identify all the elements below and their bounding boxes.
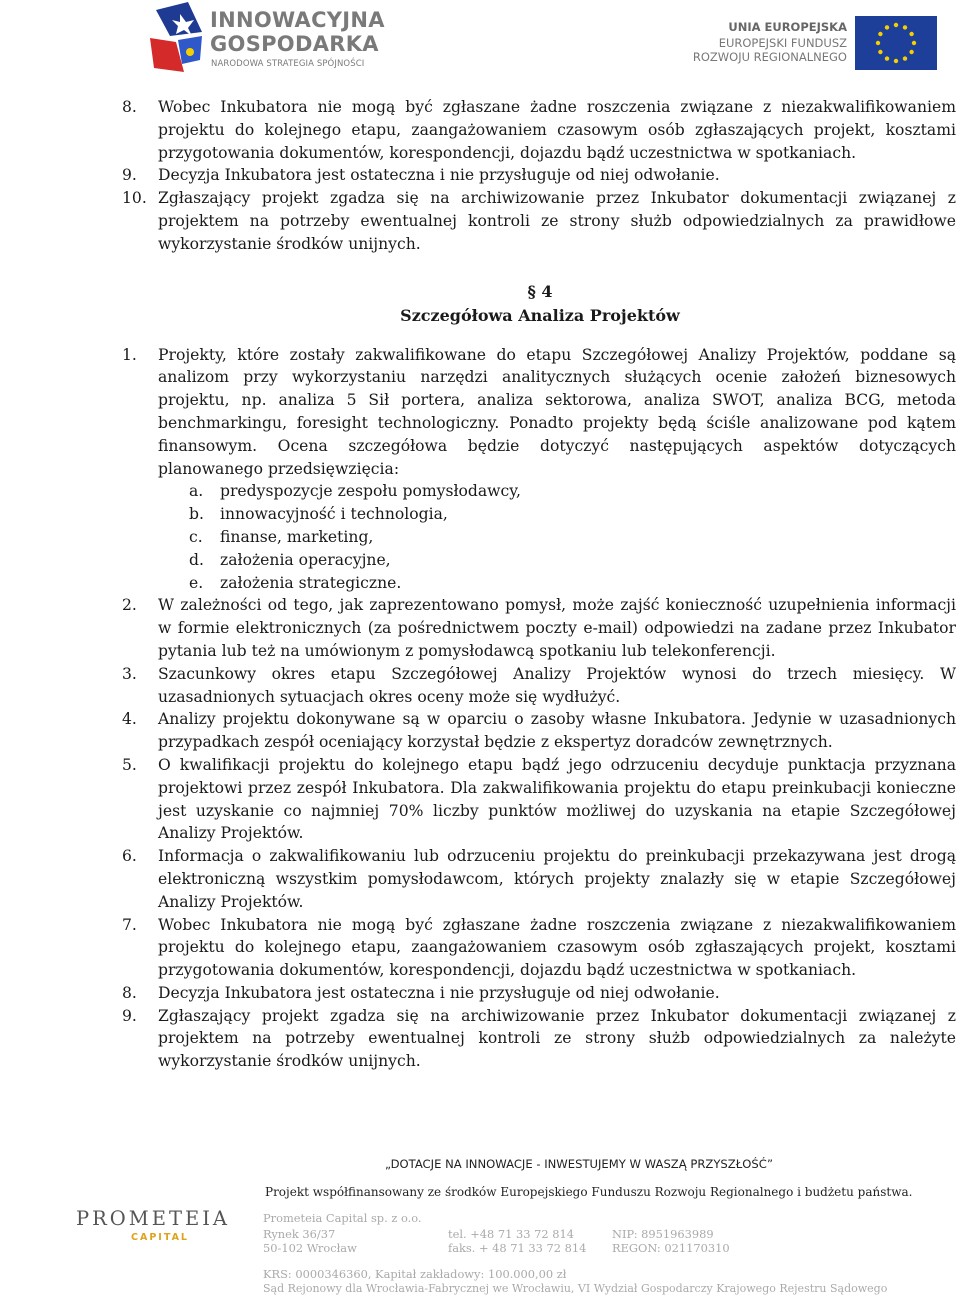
- sub-list-item: [189, 549, 920, 572]
- list-item-number: 8.: [122, 983, 137, 1002]
- prometeia-logo: [68, 1191, 243, 1253]
- list-item-text: Decyzja Inkubatora jest ostateczna i nie przysługuje od niej odwołanie.: [158, 166, 720, 185]
- page-header: [0, 0, 960, 80]
- sub-list-letter: c.: [189, 527, 203, 546]
- list-item: [122, 96, 956, 164]
- list-item: [122, 708, 956, 754]
- section-title: Szczegółowa Analiza Projektów: [400, 305, 680, 325]
- sub-list-text: finanse, marketing,: [220, 527, 374, 546]
- footer-cofinance-note: Projekt współfinansowany ze środków Europejskiego Funduszu Rozwoju Regionalnego i budżetu państwa.: [265, 1185, 913, 1199]
- list-item-number: 2.: [122, 596, 137, 615]
- list-item: [122, 187, 956, 255]
- prometeia-logo-name: PROMETEIA: [76, 1207, 231, 1230]
- eu-flag-icon: [855, 16, 937, 70]
- list-item-number: 10.: [122, 189, 147, 208]
- sub-list-item: [189, 503, 920, 526]
- footer-regon: REGON: 021170310: [612, 1241, 730, 1255]
- list-item-text: Wobec Inkubatora nie mogą być zgłaszane żadne roszczenia związane z niezakwalifikowaniem projektu do kolejnego etapu, zaangażowaniem czasowym osób zgłaszających projekt, kosztami przygotowania dokumentów, korespondencji, dojazdu bądź uczestnictwa w spotkaniach.: [158, 915, 956, 980]
- list-item: [122, 594, 956, 662]
- list-item: [122, 164, 956, 187]
- sub-list-text: innowacyjność i technologia,: [220, 505, 448, 524]
- footer-tel: tel. +48 71 33 72 814: [448, 1227, 574, 1241]
- eu-logo-line2: EUROPEJSKI FUNDUSZ: [718, 36, 847, 50]
- footer-company: Prometeia Capital sp. z o.o.: [263, 1211, 422, 1225]
- eu-logo: [692, 16, 937, 72]
- list-item-number: 8.: [122, 98, 137, 116]
- list-item: [122, 914, 956, 982]
- list-item: [122, 663, 956, 709]
- list-item-text: Informacja o zakwalifikowaniu lub odrzuceniu projektu do preinkubacji przekazywana jest drogą elektroniczną wszystkim pomysłodawcom, których projekty znalazły się w etapie Szczegółowej Analizy Projektów.: [158, 847, 956, 911]
- list-item-number: 7.: [122, 915, 137, 934]
- list-item-number: 4.: [122, 710, 137, 729]
- list-item-number: 1.: [122, 345, 137, 364]
- list-item-text: O kwalifikacji projektu do kolejnego etapu bądź jego odrzuceniu decyduje punktacja przyznana projektowi przez zespół Inkubatora. Dla zakwalifikowania projektu do etapu preinkubacji konieczne jest uzyskanie co najmniej 70% liczby punktów możliwej do uzyskania na etapie Szczegółowej Analizy Projektów.: [158, 755, 956, 843]
- list-item-text: Wobec Inkubatora nie mogą być zgłaszane żadne roszczenia związane z niezakwalifikowaniem projektu do kolejnego etapu, zaangażowaniem czasowym osób zgłaszających projekt, kosztami przygotowania dokumentów, korespondencji, dojazdu bądź uczestnictwa w spotkaniach.: [158, 98, 956, 162]
- list-item-number: 9.: [122, 1006, 137, 1025]
- sub-list-text: założenia strategiczne.: [220, 573, 402, 592]
- list-item-text: Decyzja Inkubatora jest ostateczna i nie przysługuje od niej odwołanie.: [158, 983, 720, 1002]
- sub-list-letter: e.: [189, 573, 204, 592]
- list-item-text: Zgłaszający projekt zgadza się na archiwizowanie przez Inkubator dokumentacji związanej z projektem na potrzeby ewentualnej kontroli ze strony służb odpowiedzialnych za należyte wykorzystanie środków unijnych.: [158, 1006, 956, 1071]
- sub-list-text: predyspozycje zespołu pomysłodawcy,: [220, 482, 521, 501]
- list-item: [122, 845, 956, 913]
- sub-list-letter: b.: [189, 505, 204, 524]
- list-item-number: 5.: [122, 755, 137, 774]
- footer-nip: NIP: 8951963989: [612, 1227, 714, 1241]
- sub-list-item: [189, 572, 920, 595]
- innowacyjna-gospodarka-logo: [150, 2, 385, 76]
- footer-slogan: „DOTACJE NA INNOWACJE - INWESTUJEMY W WASZĄ PRZYSZŁOŚĆ”: [385, 1157, 774, 1171]
- list-item: [122, 754, 956, 845]
- footer-fax: faks. + 48 71 33 72 814: [448, 1241, 587, 1255]
- eu-logo-line1: UNIA EUROPEJSKA: [728, 20, 847, 34]
- list-item-text: Szacunkowy okres etapu Szczegółowej Analizy Projektów wynosi do trzech miesięcy. W uzasadnionych sytuacjach okres oceny może się wydłużyć.: [158, 664, 956, 706]
- footer-court: Sąd Rejonowy dla Wrocławia-Fabrycznej we Wrocławiu, VI Wydział Gospodarczy Krajowego Rejestru Sądowego: [263, 1282, 888, 1295]
- eu-logo-line3: ROZWOJU REGIONALNEGO: [692, 50, 847, 64]
- sub-list-text: założenia operacyjne,: [220, 550, 391, 569]
- ig-logo-line3: NARODOWA STRATEGIA SPÓJNOŚCI: [211, 59, 365, 69]
- sub-list-letter: a.: [189, 482, 204, 501]
- list-item-text: Zgłaszający projekt zgadza się na archiwizowanie przez Inkubator dokumentacji związanej z projektem na potrzeby ewentualnej kontroli ze strony służb odpowiedzialnych za prawidłowe wykorzystanie środków unijnych.: [158, 189, 956, 253]
- footer-street: Rynek 36/37: [263, 1227, 336, 1241]
- section-number: § 4: [527, 281, 553, 301]
- footer-city: 50-102 Wrocław: [263, 1241, 357, 1255]
- list-item-number: 9.: [122, 166, 137, 185]
- footer-krs: KRS: 0000346360, Kapitał zakładowy: 100.000,00 zł: [263, 1267, 567, 1281]
- sub-list-letter: d.: [189, 550, 204, 569]
- ig-logo-mark-icon: [150, 2, 206, 74]
- list-item: [122, 1005, 956, 1073]
- list-item-number: 3.: [122, 664, 137, 683]
- list-item: [122, 344, 956, 481]
- document-body: [0, 96, 960, 1073]
- sub-list-item: [189, 526, 920, 549]
- list-item-text: Projekty, które zostały zakwalifikowane do etapu Szczegółowej Analizy Projektów, poddane są analizom przy wykorzystaniu narzędzi analitycznych służących ocenie założeń biznesowych projektu, np. analiza 5 Sił portera, analiza sektorowa, analiza SWOT, analiza BCG, metoda benchmarkingu, foresight technologiczny. Ponadto projekty będą ściśle analizowane pod kątem finansowym. Ocena szczegółowa będzie dotyczyć następujących aspektów dotyczących planowanego przedsięwzięcia:: [158, 345, 956, 478]
- section-heading: [0, 280, 960, 328]
- prometeia-logo-sub: CAPITAL: [131, 1232, 189, 1243]
- ig-logo-line1: INNOWACYJNA: [210, 8, 385, 32]
- list-item: [122, 982, 956, 1005]
- list-item-text: W zależności od tego, jak zaprezentowano pomysł, może zajść konieczność uzupełnienia informacji w formie elektronicznych (za pośrednictwem poczty e-mail) odpowiedzi na zadane przez Inkubator pytania lub też na umówionym z pomysłodawcą spotkaniu lub telekonferencji.: [158, 596, 956, 660]
- page-footer: [0, 1155, 960, 1313]
- ig-logo-line2: GOSPODARKA: [210, 32, 379, 56]
- sub-list-item: [189, 480, 920, 503]
- list-item-text: Analizy projektu dokonywane są w oparciu o zasoby własne Inkubatora. Jedynie w uzasadnionych przypadkach zespół oceniający korzystał będzie z ekspertyz doradców zewnętrznych.: [158, 710, 956, 752]
- list-item-number: 6.: [122, 847, 137, 866]
